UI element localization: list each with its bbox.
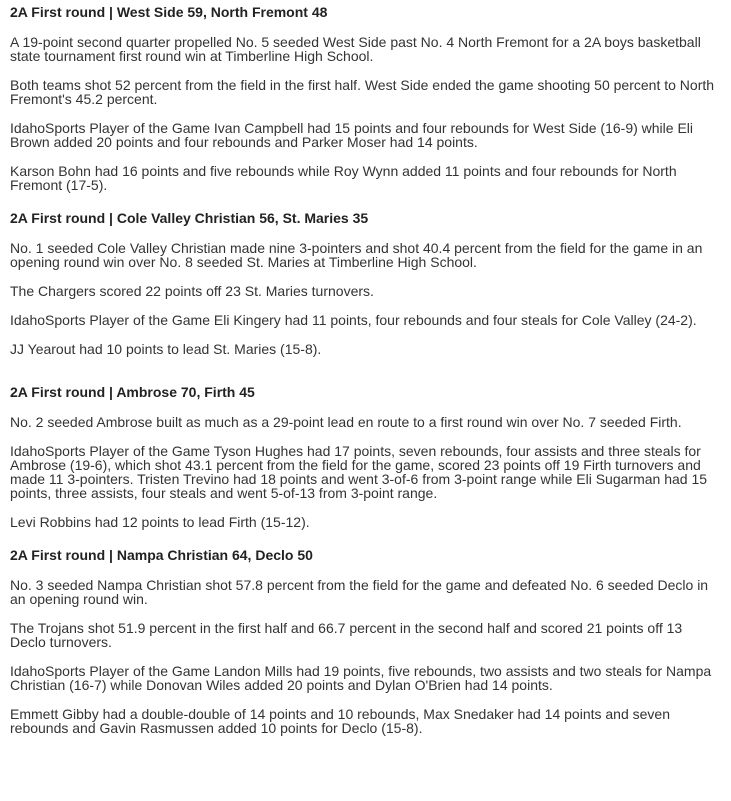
recap-paragraph: Levi Robbins had 12 points to lead Firth (15-12). xyxy=(10,514,310,530)
recap-paragraph: IdahoSports Player of the Game Tyson Hughes had 17 points, seven rebounds, four assists and three steals for Ambrose (19-6), which shot 43.1 percent from the field for the game, scored 23 points off 19 Firth turnovers and made 11 3-pointers. Tristen Trevino had 18 points and went 3-of-6 from 3-point range while Eli Sugarman had 15 points, three assists, four steals and went 5-of-13 from 3-point range. xyxy=(10,443,708,501)
game-recap-cole-valley-st-maries xyxy=(10,210,721,356)
recap-paragraph: A 19-point second quarter propelled No. 5 seeded West Side past No. 4 North Fremont for a 2A boys basketball state tournament first round win at Timberline High School. xyxy=(10,34,701,64)
recap-heading: 2A First round | Nampa Christian 64, Declo 50 xyxy=(10,547,313,563)
recap-paragraph: Both teams shot 52 percent from the field in the first half. West Side ended the game shooting 50 percent to North Fremont's 45.2 percent. xyxy=(10,77,715,107)
recap-heading: 2A First round | Ambrose 70, Firth 45 xyxy=(10,384,255,400)
game-recap-nampa-christian-declo xyxy=(10,547,721,735)
recap-paragraph: No. 3 seeded Nampa Christian shot 57.8 percent from the field for the game and defeated No. 6 seeded Declo in an opening round win. xyxy=(10,577,709,607)
recap-heading: 2A First round | Cole Valley Christian 56, St. Maries 35 xyxy=(10,210,369,226)
recap-paragraph: Karson Bohn had 16 points and five rebounds while Roy Wynn added 11 points and four rebounds for North Fremont (17-5). xyxy=(10,163,677,193)
recap-paragraph: No. 1 seeded Cole Valley Christian made nine 3-pointers and shot 40.4 percent from the field for the game in an opening round win over No. 8 seeded St. Maries at Timberline High School. xyxy=(10,240,703,270)
game-recap-west-side-north-fremont xyxy=(10,4,721,192)
recap-paragraph: The Chargers scored 22 points off 23 St. Maries turnovers. xyxy=(10,283,374,299)
recap-paragraph: Emmett Gibby had a double-double of 14 points and 10 rebounds, Max Snedaker had 14 points and seven rebounds and Gavin Rasmussen added 10 points for Declo (15-8). xyxy=(10,706,671,736)
recap-paragraph: IdahoSports Player of the Game Ivan Campbell had 15 points and four rebounds for West Side (16-9) while Eli Brown added 20 points and four rebounds and Parker Moser had 14 points. xyxy=(10,120,694,150)
recap-paragraph: IdahoSports Player of the Game Landon Mills had 19 points, five rebounds, two assists and two steals for Nampa Christian (16-7) while Donovan Wiles added 20 points and Dylan O'Brien had 14 points. xyxy=(10,663,712,693)
recap-paragraph: JJ Yearout had 10 points to lead St. Maries (15-8). xyxy=(10,341,322,357)
game-recap-ambrose-firth xyxy=(10,384,721,529)
recap-paragraph: The Trojans shot 51.9 percent in the first half and 66.7 percent in the second half and scored 21 points off 13 Declo turnovers. xyxy=(10,620,683,650)
recap-paragraph: No. 2 seeded Ambrose built as much as a 29-point lead en route to a first round win over No. 7 seeded Firth. xyxy=(10,414,682,430)
recap-heading: 2A First round | West Side 59, North Fremont 48 xyxy=(10,4,328,20)
recap-paragraph: IdahoSports Player of the Game Eli Kingery had 11 points, four rebounds and four steals for Cole Valley (24-2). xyxy=(10,312,697,328)
